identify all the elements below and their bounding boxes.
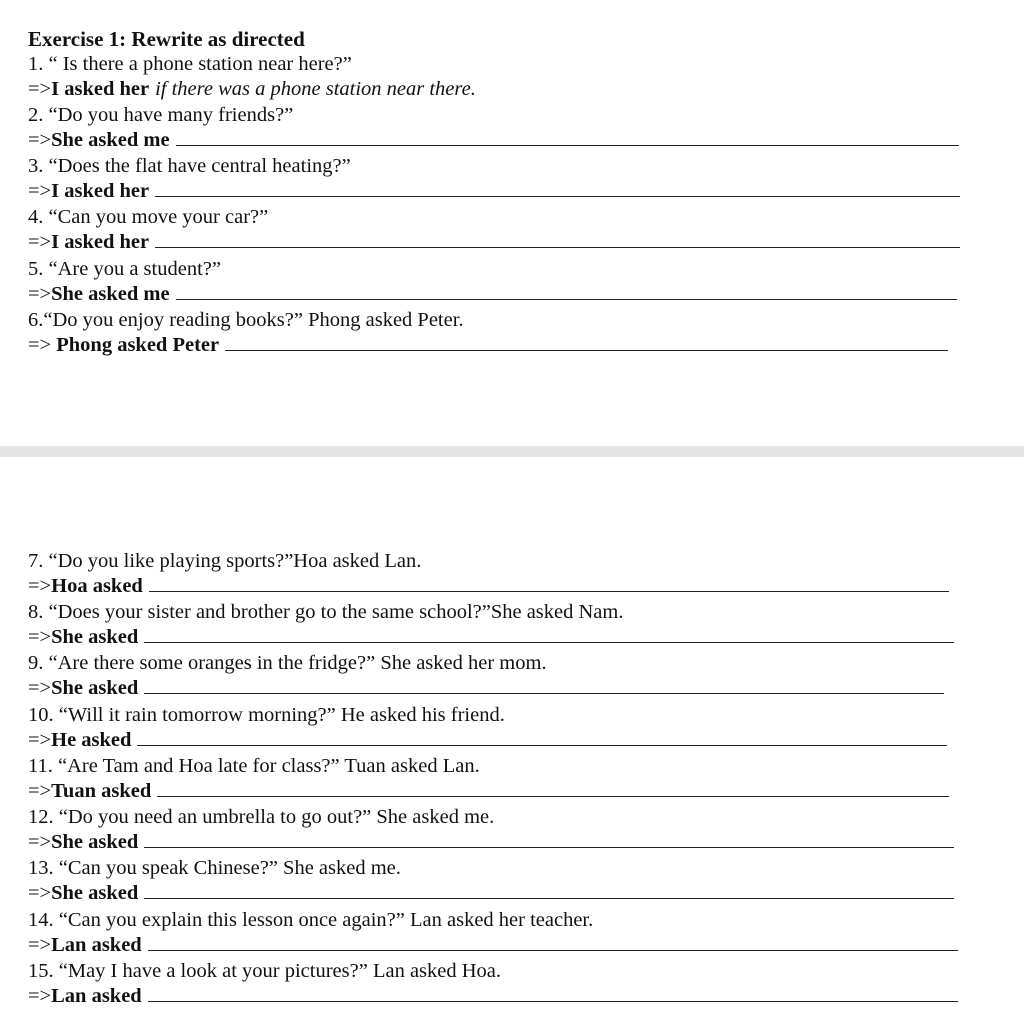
answer-arrow: =>	[28, 231, 52, 253]
worksheet-page-1	[0, 0, 1024, 446]
worksheet-page-2	[0, 457, 1024, 1024]
answer-lead: She asked me	[51, 283, 170, 305]
question-13: 13. “Can you speak Chinese?” She asked me.	[28, 857, 401, 879]
answer-blank[interactable]	[148, 933, 958, 951]
answer-line-2	[28, 128, 959, 153]
answer-line-11	[28, 779, 949, 804]
answer-lead: She asked	[51, 677, 139, 699]
answer-arrow: =>	[28, 882, 52, 904]
answer-arrow: =>	[28, 129, 52, 151]
exercise-title: Exercise 1: Rewrite as directed	[28, 27, 305, 51]
answer-line-13	[28, 881, 954, 906]
answer-lead: I asked her	[51, 78, 150, 100]
answer-blank[interactable]	[225, 333, 948, 351]
question-3: 3. “Does the flat have central heating?”	[28, 155, 351, 177]
answer-lead: I asked her	[51, 231, 150, 253]
answer-line-10	[28, 728, 947, 753]
answer-line-3	[28, 179, 960, 204]
answer-lead: He asked	[51, 729, 132, 751]
answer-arrow: =>	[28, 934, 52, 956]
answer-arrow: =>	[28, 677, 52, 699]
answer-line-6	[28, 333, 948, 358]
question-12: 12. “Do you need an umbrella to go out?” She asked me.	[28, 806, 495, 828]
question-4: 4. “Can you move your car?”	[28, 206, 269, 228]
question-11: 11. “Are Tam and Hoa late for class?” Tuan asked Lan.	[28, 755, 480, 777]
answer-blank[interactable]	[155, 179, 960, 197]
answer-arrow: =>	[28, 985, 52, 1007]
answer-arrow: =>	[28, 626, 52, 648]
question-7: 7. “Do you like playing sports?”Hoa asked Lan.	[28, 550, 422, 572]
answer-arrow: =>	[28, 283, 52, 305]
answer-blank[interactable]	[148, 984, 958, 1002]
question-1: 1. “ Is there a phone station near here?”	[28, 53, 352, 75]
answer-lead: Hoa asked	[51, 575, 143, 597]
example-answer: if there was a phone station near there.	[155, 78, 476, 100]
question-2: 2. “Do you have many friends?”	[28, 104, 294, 126]
question-14: 14. “Can you explain this lesson once again?” Lan asked her teacher.	[28, 909, 594, 931]
answer-line-12	[28, 830, 954, 855]
answer-line-8	[28, 625, 954, 650]
answer-lead: Phong asked Peter	[56, 334, 220, 356]
answer-blank[interactable]	[144, 676, 944, 694]
answer-blank[interactable]	[176, 282, 957, 300]
answer-line-1	[28, 77, 476, 102]
page-divider	[0, 446, 1024, 457]
answer-blank[interactable]	[144, 625, 954, 643]
answer-arrow: =>	[28, 334, 57, 356]
answer-blank[interactable]	[176, 128, 959, 146]
answer-lead: She asked me	[51, 129, 170, 151]
question-15: 15. “May I have a look at your pictures?” Lan asked Hoa.	[28, 960, 502, 982]
answer-blank[interactable]	[149, 574, 949, 592]
answer-arrow: =>	[28, 78, 52, 100]
answer-line-5	[28, 282, 957, 307]
answer-blank[interactable]	[157, 779, 949, 797]
answer-line-4	[28, 230, 960, 255]
question-10: 10. “Will it rain tomorrow morning?” He asked his friend.	[28, 704, 505, 726]
answer-arrow: =>	[28, 180, 52, 202]
answer-line-14	[28, 933, 958, 958]
answer-lead: She asked	[51, 626, 139, 648]
answer-lead: Lan asked	[51, 934, 142, 956]
question-5: 5. “Are you a student?”	[28, 258, 221, 280]
answer-line-7	[28, 574, 949, 599]
answer-arrow: =>	[28, 575, 52, 597]
answer-blank[interactable]	[144, 830, 954, 848]
answer-blank[interactable]	[155, 230, 960, 248]
answer-arrow: =>	[28, 831, 52, 853]
answer-arrow: =>	[28, 780, 52, 802]
answer-line-15	[28, 984, 958, 1009]
answer-lead: She asked	[51, 831, 139, 853]
question-8: 8. “Does your sister and brother go to the same school?”She asked Nam.	[28, 601, 624, 623]
answer-blank[interactable]	[137, 728, 947, 746]
answer-lead: I asked her	[51, 180, 150, 202]
question-6: 6.“Do you enjoy reading books?” Phong asked Peter.	[28, 309, 464, 331]
question-9: 9. “Are there some oranges in the fridge?” She asked her mom.	[28, 652, 547, 674]
answer-lead: Lan asked	[51, 985, 142, 1007]
answer-lead: She asked	[51, 882, 139, 904]
answer-line-9	[28, 676, 944, 701]
answer-arrow: =>	[28, 729, 52, 751]
answer-blank[interactable]	[144, 881, 954, 899]
answer-lead: Tuan asked	[51, 780, 152, 802]
